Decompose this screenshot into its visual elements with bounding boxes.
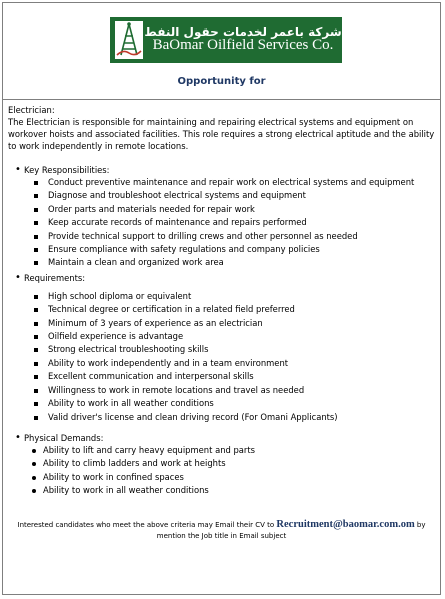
section-heading: • Physical Demands: bbox=[8, 432, 435, 444]
job-title: Electrician bbox=[8, 105, 52, 115]
logo-arabic-name: شركة باعمر لخدمات حقول النفط bbox=[144, 24, 342, 39]
physical-demands-list bbox=[8, 444, 435, 498]
list-item: Maintain a clean and organized work area bbox=[8, 256, 435, 269]
requirements-section bbox=[8, 272, 435, 424]
requirements-list bbox=[8, 290, 435, 424]
section-heading: • Requirements: bbox=[8, 272, 435, 284]
physical-demands-section bbox=[8, 432, 435, 498]
list-item: Keep accurate records of maintenance and repairs performed bbox=[8, 216, 435, 229]
company-logo bbox=[110, 17, 342, 63]
logo-english-name: BaOmar Oilfield Services Co. bbox=[152, 37, 334, 54]
job-title-line bbox=[8, 104, 435, 116]
application-instructions bbox=[3, 519, 440, 542]
list-item: Ability to work in all weather conditions bbox=[8, 484, 435, 497]
responsibilities-section bbox=[8, 164, 435, 270]
list-item: Ability to climb ladders and work at heights bbox=[8, 457, 435, 470]
content bbox=[3, 100, 440, 498]
list-item: Ability to lift and carry heavy equipment and parts bbox=[8, 444, 435, 457]
oil-derrick-icon bbox=[114, 20, 144, 60]
list-item: Provide technical support to drilling crews and other personnel as needed bbox=[8, 230, 435, 243]
footer-text-before: Interested candidates who meet the above criteria may Email their CV to bbox=[17, 521, 277, 529]
footer-text-after: by mention the Job title in Email subject bbox=[156, 521, 426, 540]
list-item: Ensure compliance with safety regulations and company policies bbox=[8, 243, 435, 256]
job-description: The Electrician is responsible for maintaining and repairing electrical systems and equipment on workover hoists and associated facilities. This role requires a strong electrical aptitude and the ability to work independently in remote locations. bbox=[8, 117, 435, 151]
list-item: Ability to work independently and in a team environment bbox=[8, 357, 435, 370]
recruitment-email-link[interactable]: Recruitment@baomar.com.om bbox=[276, 519, 415, 530]
list-item: Ability to work in all weather conditions bbox=[8, 397, 435, 410]
list-item: Willingness to work in remote locations and travel as needed bbox=[8, 384, 435, 397]
list-item: Diagnose and troubleshoot electrical systems and equipment bbox=[8, 189, 435, 202]
list-item: High school diploma or equivalent bbox=[8, 290, 435, 303]
logo-text bbox=[144, 26, 342, 54]
list-item: Conduct preventive maintenance and repair work on electrical systems and equipment bbox=[8, 176, 435, 189]
list-item: Excellent communication and interpersonal skills bbox=[8, 370, 435, 383]
job-posting bbox=[2, 2, 441, 595]
responsibilities-list bbox=[8, 176, 435, 270]
list-item: Strong electrical troubleshooting skills bbox=[8, 343, 435, 356]
section-heading: • Key Responsibilities: bbox=[8, 164, 435, 176]
opportunity-heading: Opportunity for bbox=[177, 76, 266, 87]
header bbox=[3, 3, 440, 100]
list-item: Order parts and materials needed for repair work bbox=[8, 203, 435, 216]
list-item: Valid driver's license and clean driving record (For Omani Applicants) bbox=[8, 411, 435, 424]
list-item: Minimum of 3 years of experience as an electrician bbox=[8, 317, 435, 330]
list-item: Technical degree or certification in a related field preferred bbox=[8, 303, 435, 316]
list-item: Ability to work in confined spaces bbox=[8, 471, 435, 484]
list-item: Oilfield experience is advantage bbox=[8, 330, 435, 343]
job-title-colon: : bbox=[51, 105, 55, 115]
